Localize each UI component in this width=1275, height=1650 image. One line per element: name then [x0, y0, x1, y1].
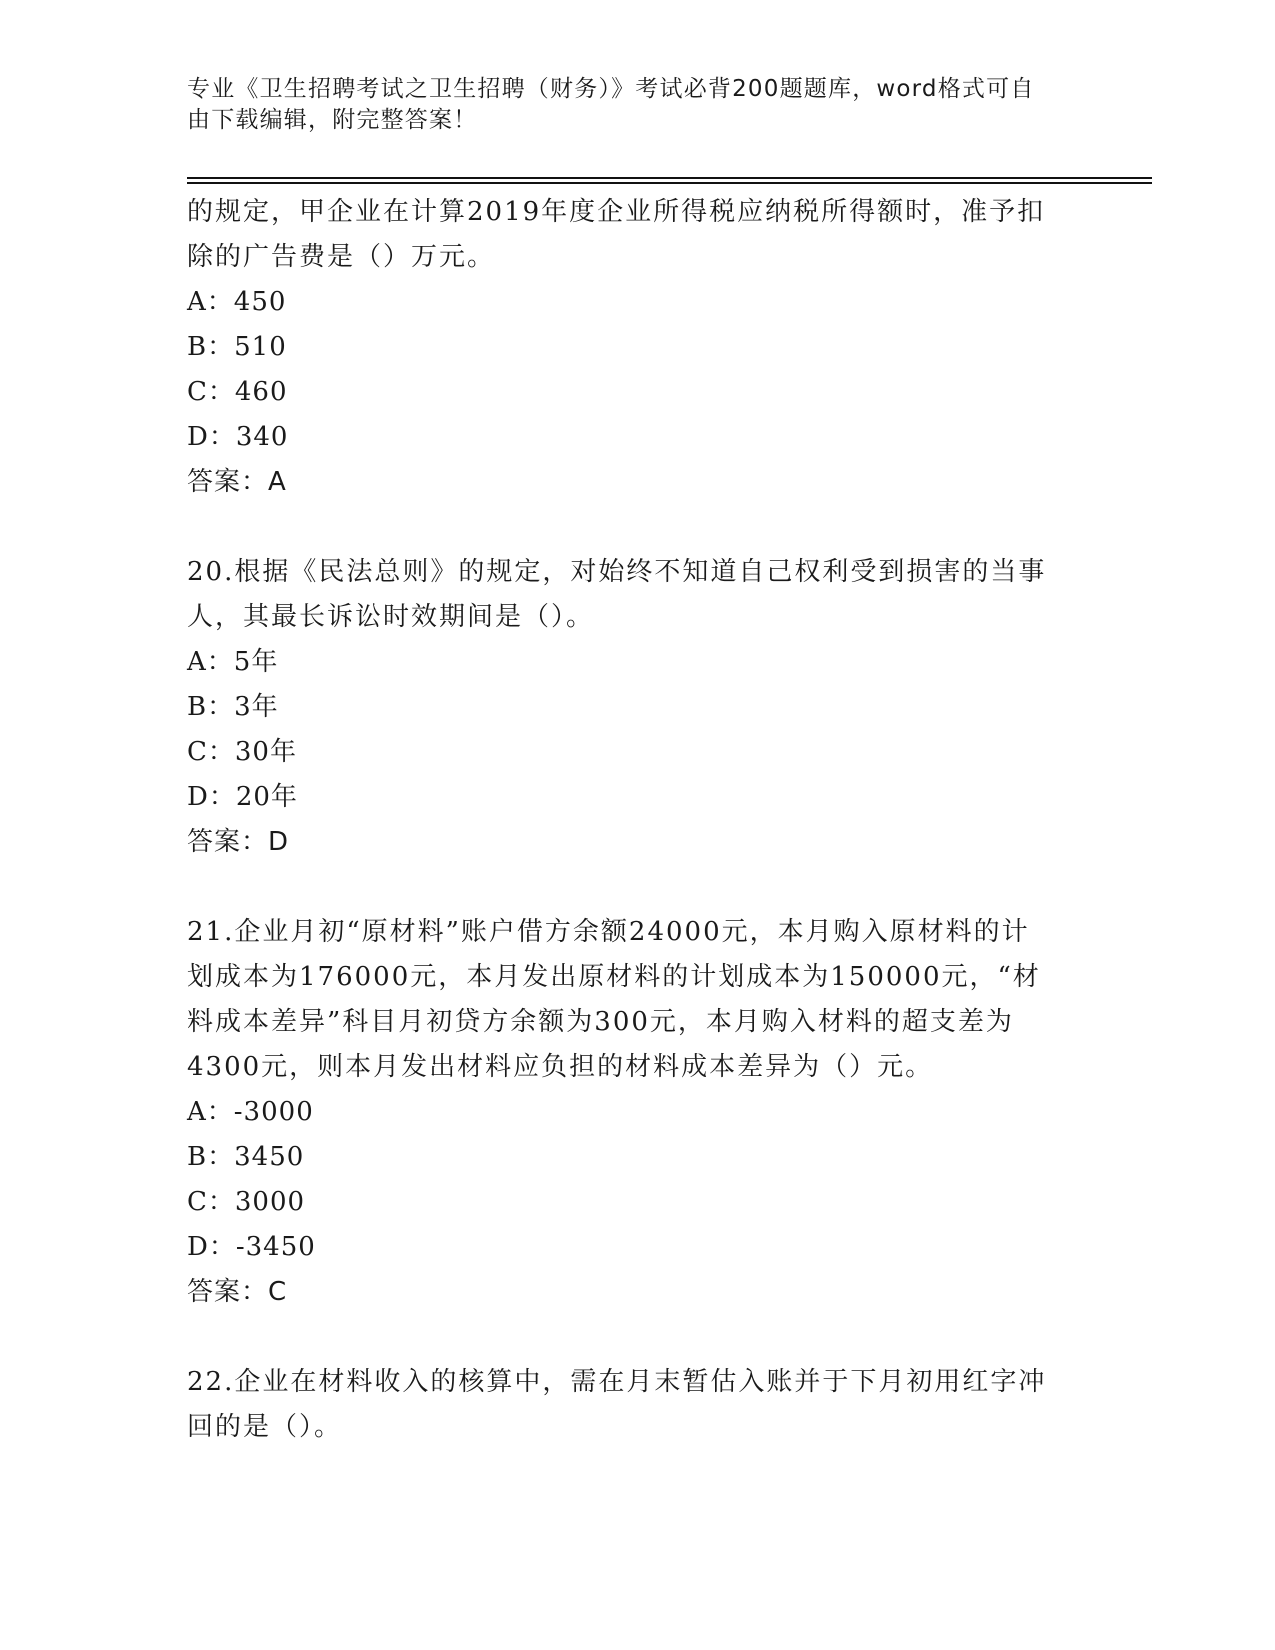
- question-19-answer: 答案：A: [187, 467, 287, 497]
- question-20-answer: 答案：D: [187, 827, 290, 857]
- question-22-text-line-2: 回的是（）。: [187, 1412, 343, 1442]
- question-21-text-line-3: 料成本差异”科目月初贷方余额为300元，本月购入材料的超支差为: [187, 1007, 1014, 1037]
- question-21-text-line-2: 划成本为176000元，本月发出原材料的计划成本为150000元，“材: [187, 962, 1041, 992]
- question-19-text-line-2: 除的广告费是（）万元。: [187, 242, 496, 272]
- question-21-option-b: B：3450: [187, 1142, 305, 1172]
- header-divider-top: [187, 177, 1152, 179]
- question-21-text-line-1: 21.企业月初“原材料”账户借方余额24000元，本月购入原材料的计: [187, 917, 1030, 947]
- question-21-option-a: A：-3000: [187, 1097, 314, 1127]
- header-line-1: 专业《卫生招聘考试之卫生招聘（财务）》考试必背200题题库，word格式可自: [187, 76, 1035, 102]
- question-20-text-line-2: 人，其最长诉讼时效期间是（）。: [187, 602, 595, 632]
- question-20-option-b: B：3年: [187, 692, 279, 722]
- question-20-option-d: D：20年: [187, 782, 298, 812]
- question-21-answer: 答案：C: [187, 1277, 288, 1307]
- question-20-text-line-1: 20.根据《民法总则》的规定，对始终不知道自己权利受到损害的当事: [187, 557, 1047, 587]
- header-line-2: 由下载编辑，附完整答案！: [187, 107, 478, 133]
- question-19-option-d: D：340: [187, 422, 289, 452]
- document-body: [187, 190, 1087, 1450]
- question-22-text-line-1: 22.企业在材料收入的核算中，需在月末暂估入账并于下月初用红字冲: [187, 1367, 1047, 1397]
- header-divider-bottom: [187, 182, 1152, 184]
- question-21-option-c: C：3000: [187, 1187, 306, 1217]
- question-21: [187, 910, 1087, 1315]
- question-19-option-b: B：510: [187, 332, 287, 362]
- spacer: [187, 505, 1087, 550]
- question-20: [187, 550, 1087, 865]
- question-19-option-c: C：460: [187, 377, 288, 407]
- spacer: [187, 865, 1087, 910]
- question-20-option-a: A：5年: [187, 647, 279, 677]
- question-19: [187, 190, 1087, 505]
- question-21-text-line-4: 4300元，则本月发出材料应负担的材料成本差异为（）元。: [187, 1052, 934, 1082]
- spacer: [187, 1315, 1087, 1360]
- question-22: [187, 1360, 1087, 1450]
- document-header: [187, 74, 1067, 136]
- question-20-option-c: C：30年: [187, 737, 297, 767]
- question-19-option-a: A：450: [187, 287, 287, 317]
- question-19-text-line-1: 的规定，甲企业在计算2019年度企业所得税应纳税所得额时，准予扣: [187, 197, 1046, 227]
- question-21-option-d: D：-3450: [187, 1232, 316, 1262]
